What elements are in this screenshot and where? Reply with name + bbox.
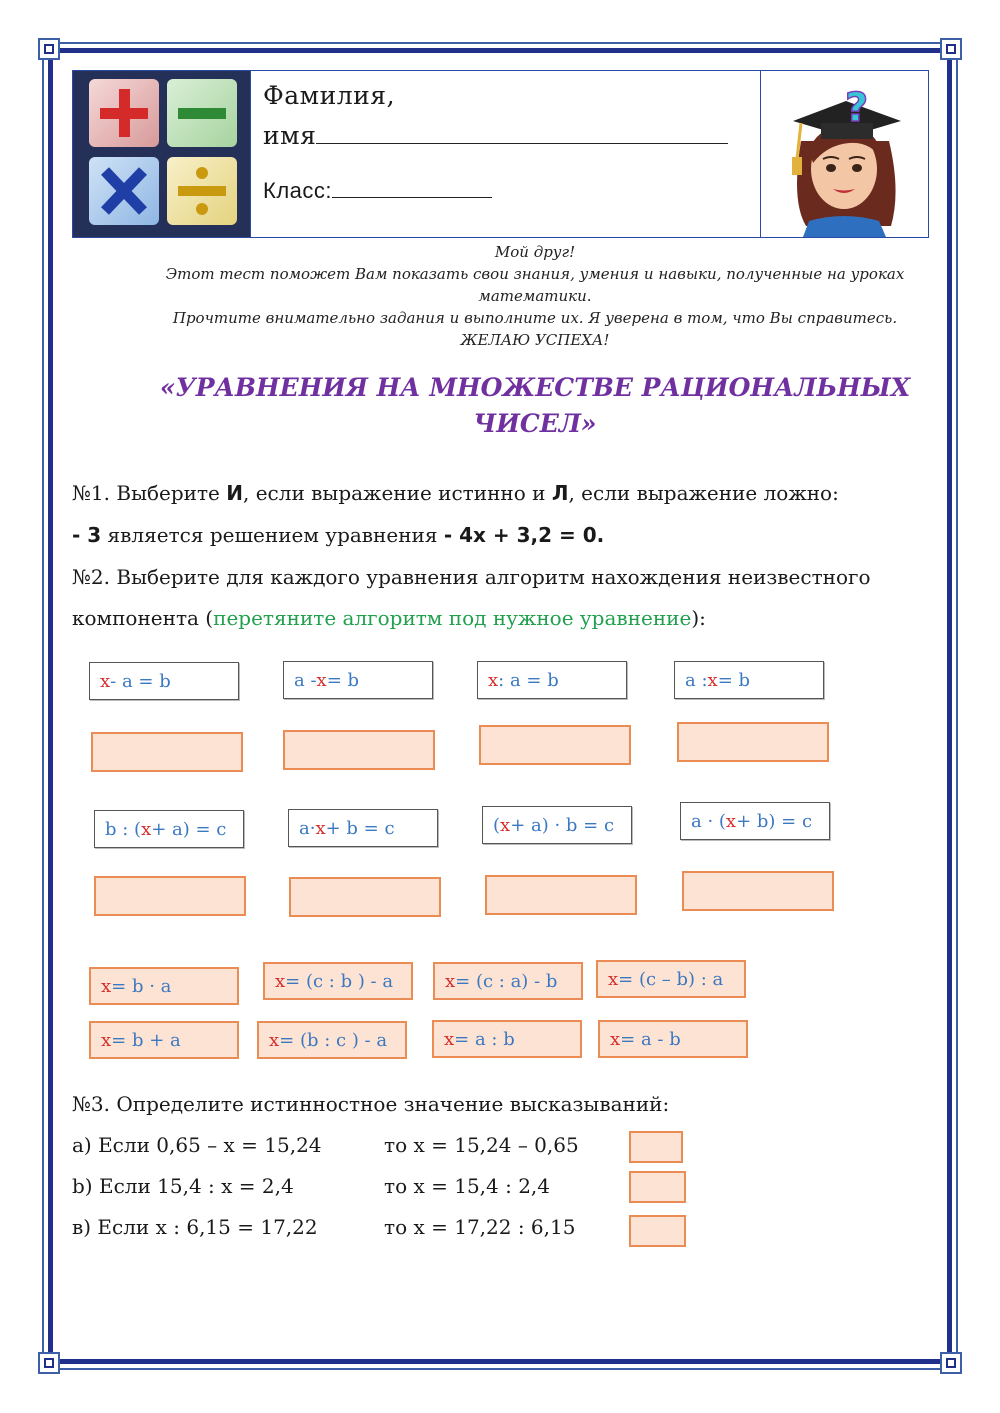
q3-condition: а) Если 0,65 – x = 15,24 <box>72 1133 322 1157</box>
q1-prefix: №1. Выберите <box>72 481 227 505</box>
q1-middle: , если выражение истинно и <box>243 481 552 505</box>
q2-text-a: компонента ( <box>72 606 214 630</box>
answer-drop-zone[interactable] <box>479 725 631 765</box>
q3-condition: в) Если x : 6,15 = 17,22 <box>72 1215 318 1239</box>
draggable-algorithm[interactable]: x = (c : a) - b <box>433 962 583 1000</box>
intro-text <box>130 241 940 351</box>
plus-icon <box>89 79 159 147</box>
name-field[interactable] <box>263 119 728 150</box>
teacher-avatar <box>761 71 928 237</box>
class-field[interactable] <box>263 177 492 204</box>
q3-conclusion: то x = 15,24 – 0,65 <box>384 1133 579 1157</box>
equation-box: x : a = b <box>477 661 627 699</box>
frame-corner-ornament <box>940 38 962 60</box>
draggable-algorithm[interactable]: x = b · a <box>89 967 239 1005</box>
q1-equation: - 4x + 3,2 = 0. <box>443 523 605 547</box>
surname-label: Фамилия, <box>263 81 396 110</box>
answer-drop-zone[interactable] <box>91 732 243 772</box>
q2-text-b: ): <box>691 606 706 630</box>
draggable-algorithm[interactable]: x = a - b <box>598 1020 748 1058</box>
q1-false-letter: Л <box>551 481 569 505</box>
q2-hint: перетяните алгоритм под нужное уравнение <box>213 606 692 630</box>
page-title: «УРАВНЕНИЯ НА МНОЖЕСТВЕ РАЦИОНАЛЬНЫХ ЧИСЕЛ» <box>159 373 911 438</box>
divide-icon <box>167 157 237 225</box>
question-1-statement[interactable] <box>72 523 604 547</box>
frame-corner-ornament <box>38 1352 60 1374</box>
equation-box: ( x + a) · b = c <box>482 806 632 844</box>
draggable-algorithm[interactable]: x = b + a <box>89 1021 239 1059</box>
q1-statement-text: является решением уравнения <box>101 523 444 547</box>
question-2: №2. Выберите для каждого уравнения алгоритм нахождения неизвестного <box>72 565 871 589</box>
draggable-algorithm[interactable]: x = (b : c ) - a <box>257 1021 407 1059</box>
q3-condition: b) Если 15,4 : x = 2,4 <box>72 1174 294 1198</box>
q3-answer-box[interactable] <box>629 1131 683 1163</box>
question-1 <box>72 481 839 505</box>
equation-box: a : x = b <box>674 661 824 699</box>
draggable-algorithm[interactable]: x = (c : b ) - a <box>263 962 413 1000</box>
answer-drop-zone[interactable] <box>677 722 829 762</box>
frame-corner-ornament <box>940 1352 962 1374</box>
multiply-icon <box>89 157 159 225</box>
minus-icon <box>167 79 237 147</box>
draggable-algorithm[interactable]: x = a : b <box>432 1020 582 1058</box>
equation-box: a - x = b <box>283 661 433 699</box>
svg-text:?: ? <box>845 85 869 131</box>
question-3: №3. Определите истинностное значение высказываний: <box>72 1092 670 1116</box>
arithmetic-logo <box>73 71 251 237</box>
q1-suffix: , если выражение ложно: <box>568 481 839 505</box>
answer-drop-zone[interactable] <box>485 875 637 915</box>
intro-instruction: Прочтите внимательно задания и выполните их. Я уверена в том, что Вы справитесь. <box>172 309 898 327</box>
intro-wish: ЖЕЛАЮ УСПЕХА! <box>460 331 610 349</box>
equation-box: a· x + b = c <box>288 809 438 847</box>
answer-drop-zone[interactable] <box>682 871 834 911</box>
draggable-algorithm[interactable]: x = (c – b) : a <box>596 960 746 998</box>
question-2-line2 <box>72 606 706 630</box>
q3-answer-box[interactable] <box>629 1171 686 1203</box>
student-info <box>251 71 761 237</box>
equation-box: a · ( x + b) = c <box>680 802 830 840</box>
answer-drop-zone[interactable] <box>94 876 246 916</box>
q1-true-letter: И <box>226 481 243 505</box>
answer-drop-zone[interactable] <box>283 730 435 770</box>
equation-box: b : ( x + a) = c <box>94 810 244 848</box>
name-label: имя <box>263 121 317 150</box>
q3-answer-box[interactable] <box>629 1215 686 1247</box>
intro-greeting: Мой друг! <box>494 243 576 261</box>
worksheet-header <box>72 70 929 238</box>
answer-drop-zone[interactable] <box>289 877 441 917</box>
equation-box: x - a = b <box>89 662 239 700</box>
intro-description: Этот тест поможет Вам показать свои знания, умения и навыки, полученные на уроках математики. <box>165 265 905 305</box>
frame-corner-ornament <box>38 38 60 60</box>
q3-conclusion: то x = 17,22 : 6,15 <box>384 1215 576 1239</box>
class-input-line[interactable] <box>332 177 492 198</box>
q3-conclusion: то x = 15,4 : 2,4 <box>384 1174 551 1198</box>
name-input-line[interactable] <box>316 119 728 144</box>
class-label: Класс: <box>263 178 332 203</box>
q1-root: - 3 <box>72 523 102 547</box>
